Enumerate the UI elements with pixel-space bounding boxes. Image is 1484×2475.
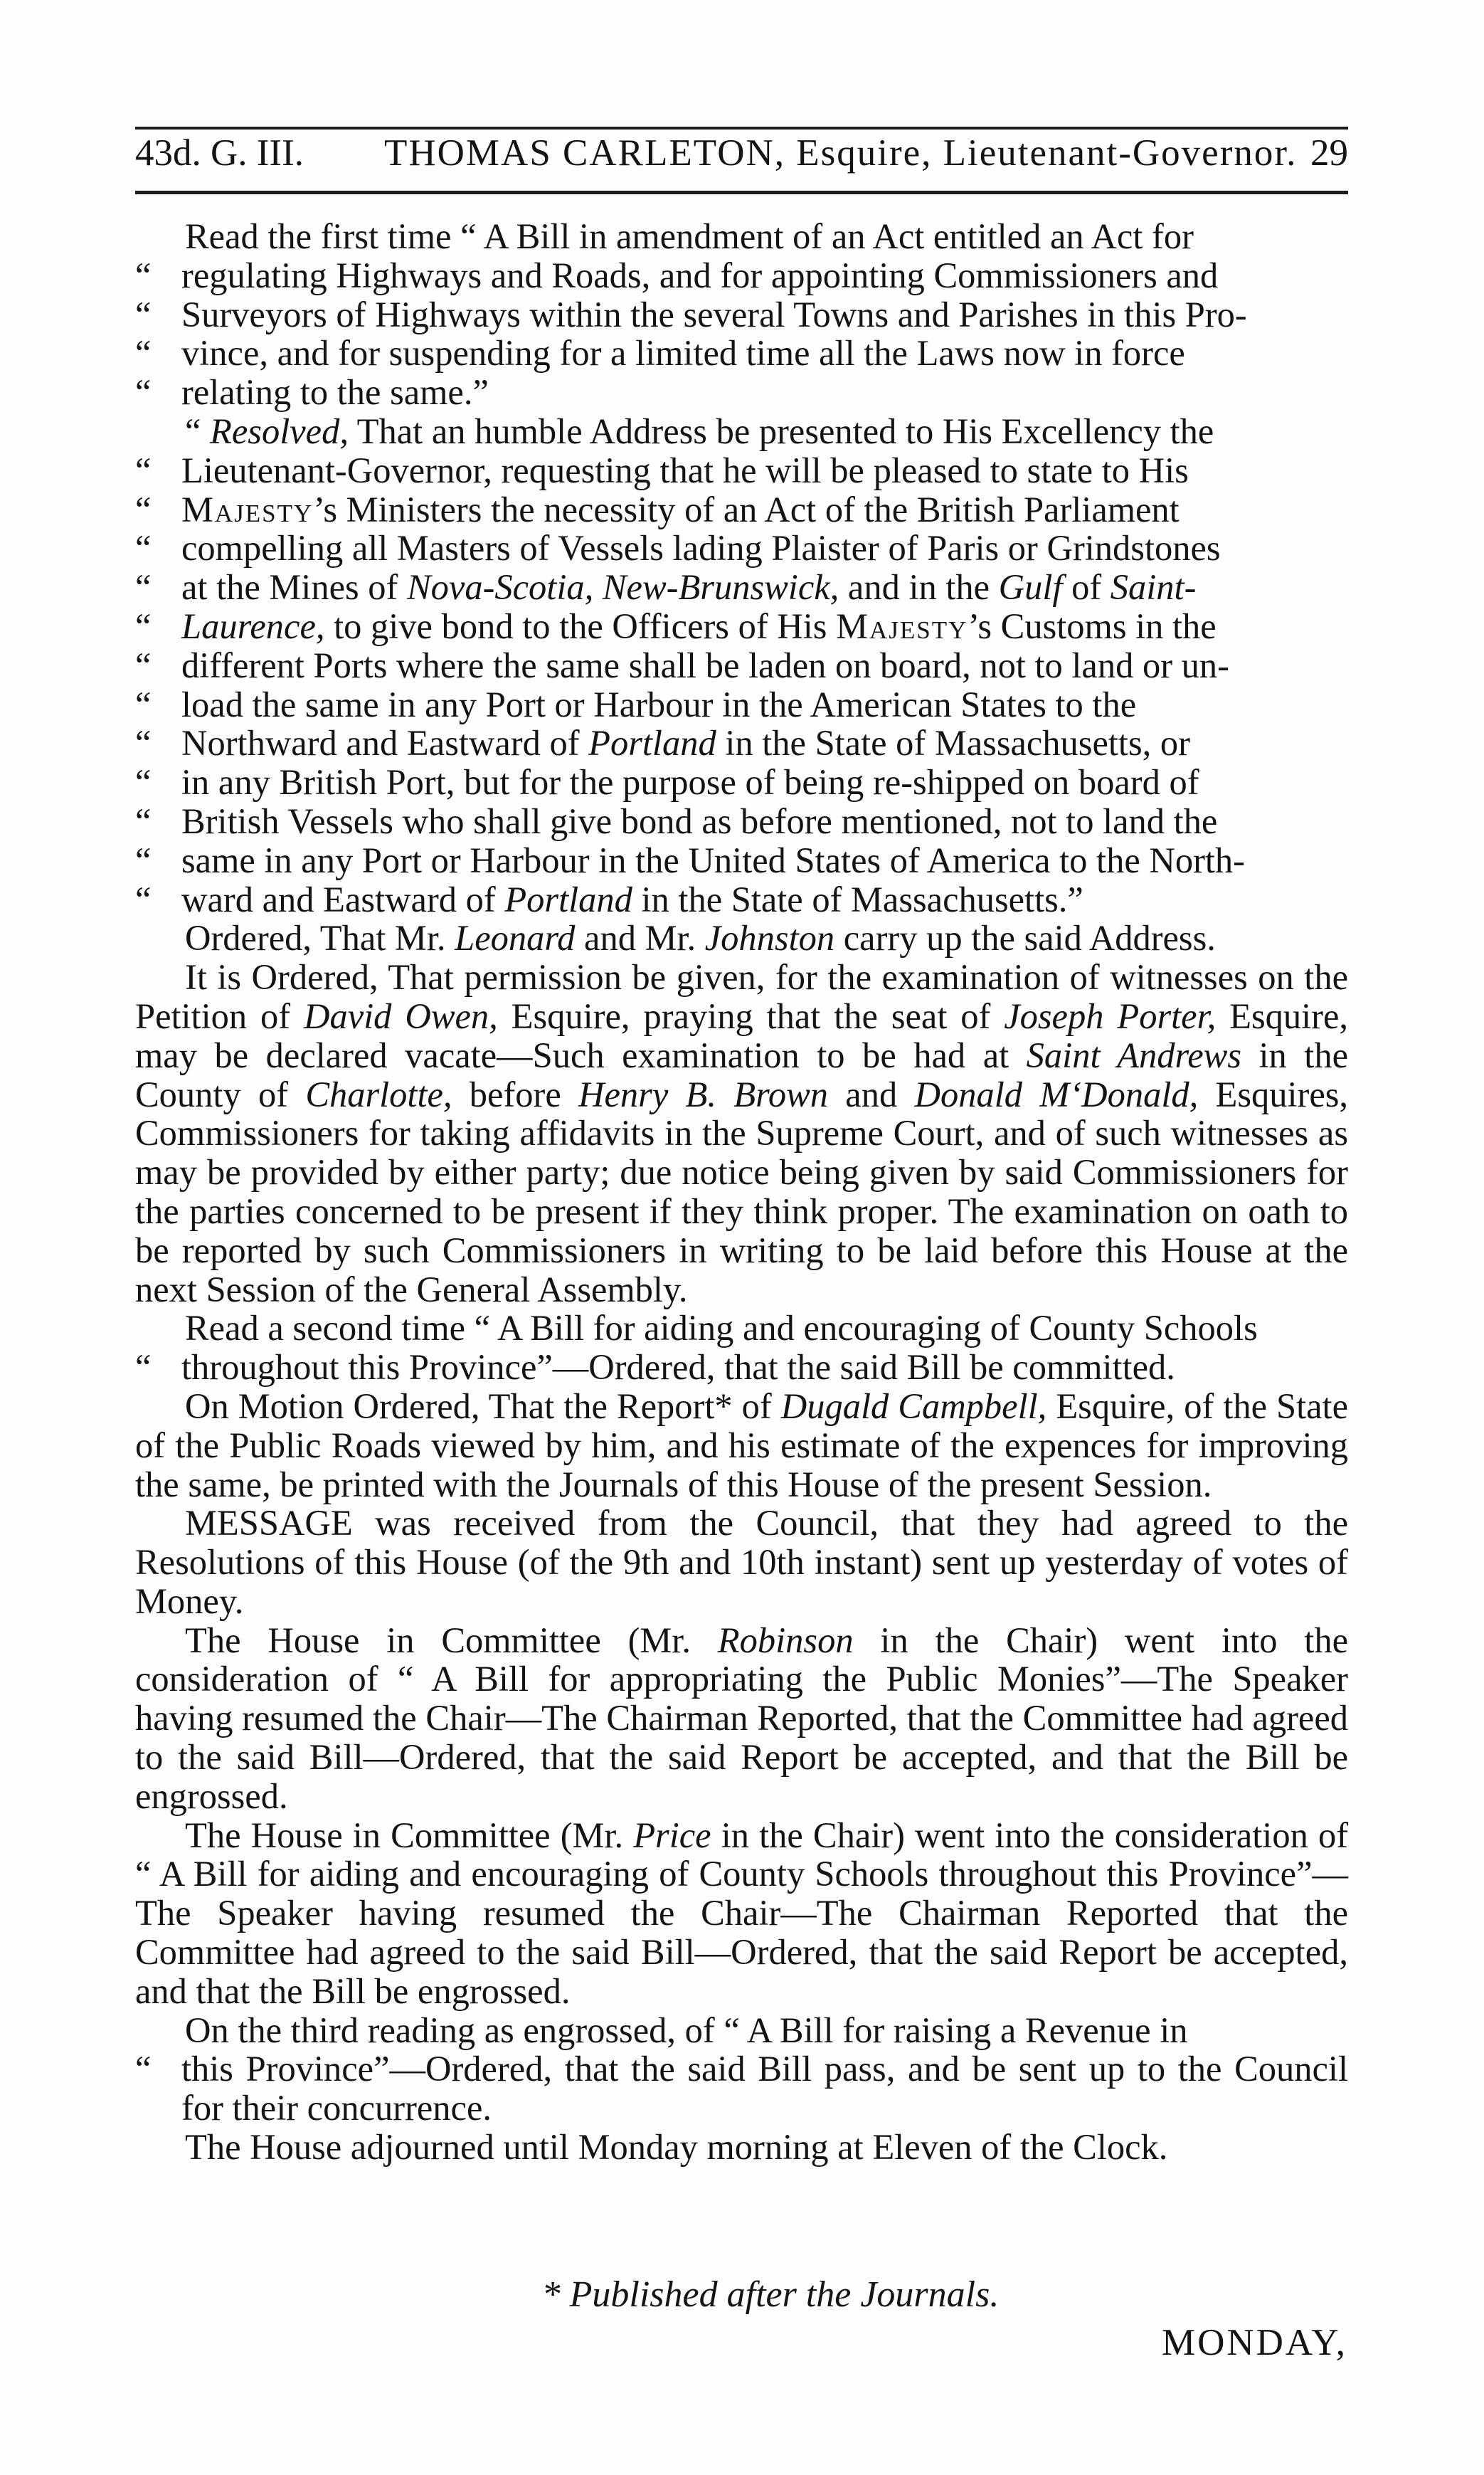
bill-title-line: “ regulating Highways and Roads, and for appointing Commissioners and — [135, 255, 1219, 295]
paragraph-council-message: MESSAGE was received from the Council, that they had agreed to the Resolutions of this House (of the 9th and 10th instant) sent up yesterday of votes of Money. — [135, 1503, 1348, 1621]
resolution-line: “ at the Mines of Nova-Scotia, New-Brunswick, and in the Gulf of Saint- — [135, 567, 1197, 608]
paragraph-roads-report: On Motion Ordered, That the Report* of Dugald Campbell, Esquire, of the State of the Public Roads viewed by him, and his estimate of the expences for improving the same, be printed with the Journals of this House of the present Session. — [135, 1386, 1349, 1504]
page-number: 29 — [1310, 132, 1348, 174]
running-header — [135, 121, 1348, 185]
bill-title-line: “ Surveyors of Highways within the several Towns and Parishes in this Pro- — [135, 294, 1247, 334]
resolution-line: “ Lieutenant-Governor, requesting that he will be pleased to state to His — [135, 450, 1189, 490]
header-rule-bottom — [135, 191, 1348, 194]
resolution-line: “ load the same in any Port or Harbour in the American States to the — [135, 684, 1137, 724]
resolution-line: “ different Ports where the same shall be laden on board, not to land or un- — [135, 645, 1229, 685]
bill-title-line: “ throughout this Province”—Ordered, that the said Bill be committed. — [135, 1347, 1175, 1388]
resolution-line: “ Majesty’s Ministers the necessity of an Act of the British Parliament — [135, 489, 1180, 529]
footnote: * Published after the Journals. — [541, 2274, 1000, 2315]
paragraph-first-reading: Read the first time “ A Bill in amendment of an Act entitled an Act for — [185, 216, 1194, 256]
paragraph-committee-monies: The House in Committee (Mr. Robinson in the Chair) went into the consideration of “ A Bill for appropriating the Public Monies”—The Speaker having resumed the Chair—The Chairman Reported, that the Committee had agreed to the said Bill—Ordered, that the said Report be accepted, and that the Bill be engrossed. — [135, 1620, 1348, 1816]
resolution-line: “ Northward and Eastward of Portland in the State of Massachusetts, or — [135, 723, 1190, 764]
paragraph-second-reading: Read a second time “ A Bill for aiding and encouraging of County Schools — [185, 1308, 1258, 1349]
resolution-line: “ British Vessels who shall give bond as before mentioned, not to land the — [135, 801, 1218, 841]
paragraph-ordered-address: Ordered, That Mr. Leonard and Mr. Johnston carry up the said Address. — [185, 918, 1216, 959]
paragraph-adjournment: The House adjourned until Monday morning at Eleven of the Clock. — [185, 2127, 1168, 2168]
bill-title-line: “ this Province”—Ordered, that the said Bill pass, and be sent up to the Council for their concurrence. — [135, 2049, 1348, 2128]
bill-title-line: “ vince, and for suspending for a limited time all the Laws now in force — [135, 333, 1185, 374]
regnal-year: 43d. G. III. — [135, 132, 304, 174]
resolution-line: “ in any British Port, but for the purpose of being re-shipped on board of — [135, 762, 1199, 803]
journal-body — [135, 217, 1348, 2167]
paragraph-third-reading: On the third reading as engrossed, of “ A Bill for raising a Revenue in — [185, 2010, 1188, 2050]
resolution-line: “ Laurence, to give bond to the Officers of His Majesty’s Customs in the — [135, 606, 1217, 646]
paragraph-examination-order: It is Ordered, That permission be given, for the examination of witnesses on the Petition of David Owen, Esquire, praying that the seat of Joseph Porter, Esquire, may be declared vacate—Such examination to be had at Saint Andrews in the County of Charlotte, before Henry B. Brown and Donald M‘Donald, Esquires, Commissioners for taking affidavits in the Supreme Court, and of such witnesses as may be provided by either party; due notice being given by said Commissioners for the parties concerned to be present if they think proper. The examination on oath to be reported by such Commissioners in writing to be laid before this House at the next Session of the General Assembly. — [135, 957, 1349, 1309]
resolution-line: “ same in any Port or Harbour in the United States of America to the North- — [135, 840, 1246, 880]
header-title: THOMAS CARLETON, Esquire, Lieutenant-Governor. — [384, 132, 1298, 174]
resolution-line: “ ward and Eastward of Portland in the State of Massachusetts.” — [135, 879, 1083, 919]
bill-title-line: “ relating to the same.” — [135, 372, 489, 413]
catchword: MONDAY, — [1161, 2322, 1347, 2363]
resolution-line: “ compelling all Masters of Vessels lading Plaister of Paris or Grindstones — [135, 528, 1221, 569]
paragraph-resolution: “ Resolved, That an humble Address be presented to His Excellency the — [185, 411, 1214, 451]
paragraph-committee-schools: The House in Committee (Mr. Price in the Chair) went into the consideration of “ A Bill for aiding and encouraging of County Schools throughout this Province”—The Speaker having resumed the Chair—The Chairman Reported that the Committee had agreed to the said Bill—Ordered, that the said Report be accepted, and that the Bill be engrossed. — [135, 1815, 1349, 2011]
